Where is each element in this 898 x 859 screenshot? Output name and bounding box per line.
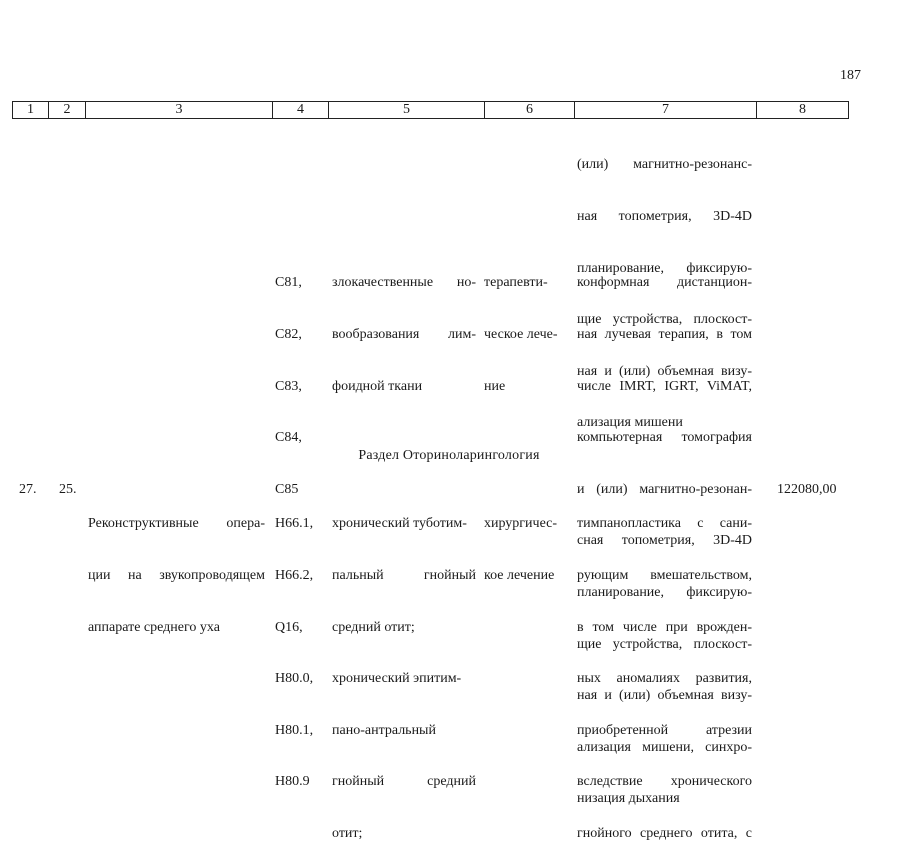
- icd-code: H80.1,: [275, 722, 314, 738]
- text-line: ных аномалиях развития,: [577, 671, 752, 687]
- header-col-4: 4: [273, 102, 329, 119]
- text-line: хирургичес-: [484, 516, 558, 532]
- text-line: терапевти-: [484, 275, 548, 291]
- text-line: числе IMRT, IGRT, ViMAT,: [577, 378, 752, 394]
- row27-icd-codes: [275, 481, 313, 808]
- text-line: приобретенной атрезии: [577, 722, 752, 738]
- lymphoid-diagnosis: [332, 240, 476, 412]
- text-line: хронический туботим-: [332, 516, 467, 532]
- text-line: низация дыхания: [577, 791, 680, 807]
- text-line: пано-антральный: [332, 722, 436, 738]
- text-line: ная и (или) объемная визу-: [577, 363, 752, 379]
- text-line: Реконструктивные опера-: [88, 516, 265, 532]
- text-line: аппарате среднего уха: [88, 619, 220, 635]
- row27-treatment-method: [577, 481, 752, 859]
- text-line: ализация мишени, синхро-: [577, 739, 752, 755]
- header-col-3: 3: [86, 102, 273, 119]
- text-line: ческое лече-: [484, 327, 558, 342]
- text-line: ная лучевая терапия, в том: [577, 327, 752, 342]
- text-line: отит;: [332, 825, 363, 841]
- text-line: компьютерная томография: [577, 430, 752, 446]
- icd-code: H80.9: [275, 774, 310, 790]
- text-line: средний отит;: [332, 619, 415, 635]
- text-line: вследствие хронического: [577, 774, 752, 790]
- row27-cost: 122080,00: [777, 482, 837, 497]
- text-line: ализация мишени: [577, 415, 683, 431]
- text-line: тимпанопластика с сани-: [577, 516, 752, 532]
- text-line: вообразования лим-: [332, 327, 476, 342]
- header-col-8: 8: [757, 102, 849, 119]
- section-title: Раздел Оториноларингология: [358, 448, 540, 463]
- header-col-5: 5: [329, 102, 485, 119]
- text-line: планирование, фиксирую-: [577, 584, 752, 600]
- icd-code: C85: [275, 481, 299, 497]
- page-number: 187: [840, 68, 861, 83]
- icd-code: C81,: [275, 275, 302, 291]
- icd-code: C82,: [275, 327, 302, 342]
- text-line: сная топометрия, 3D-4D: [577, 533, 752, 549]
- header-col-2: 2: [49, 102, 86, 119]
- row27-intervention-name: [88, 481, 265, 653]
- text-line: злокачественные но-: [332, 275, 476, 291]
- text-line: рующим вмешательством,: [577, 568, 752, 583]
- text-line: ная топометрия, 3D-4D: [577, 209, 752, 224]
- icd-code: H66.2,: [275, 568, 314, 583]
- header-col-6: 6: [485, 102, 575, 119]
- icd-code: H66.1,: [275, 516, 314, 532]
- text-line: хронический эпитим-: [332, 671, 462, 687]
- text-line: (или) магнитно-резонанс-: [577, 157, 752, 173]
- column-number-header: [12, 101, 849, 119]
- text-line: ние: [484, 378, 506, 394]
- text-line: ная и (или) объемная визу-: [577, 688, 752, 704]
- icd-code: C84,: [275, 430, 302, 446]
- row27-number: 27.: [19, 482, 37, 497]
- text-line: пальный гнойный: [332, 568, 476, 583]
- row27-diagnosis: [332, 481, 476, 859]
- lymphoid-treatment-type: [484, 240, 558, 412]
- text-line: щие устройства, плоскост-: [577, 312, 752, 328]
- text-line: кое лечение: [484, 568, 555, 583]
- icd-code: H80.0,: [275, 671, 314, 687]
- row27-group-number: 25.: [59, 482, 77, 497]
- header-col-1: 1: [13, 102, 49, 119]
- text-line: ции на звукопроводящем: [88, 568, 265, 583]
- icd-code: Q16,: [275, 619, 303, 635]
- lymphoid-icd-codes: [275, 240, 302, 515]
- text-line: конформная дистанцион-: [577, 275, 752, 291]
- header-col-7: 7: [575, 102, 757, 119]
- text-line: фоидной ткани: [332, 378, 423, 394]
- icd-code: C83,: [275, 378, 302, 394]
- text-line: гнойного среднего отита, с: [577, 825, 752, 841]
- text-line: гнойный средний: [332, 774, 476, 790]
- text-line: в том числе при врожден-: [577, 619, 752, 635]
- text-line: щие устройства, плоскост-: [577, 636, 752, 652]
- text-line: планирование, фиксирую-: [577, 260, 752, 276]
- text-line: и (или) магнитно-резонан-: [577, 481, 752, 497]
- row27-treatment-type: [484, 481, 557, 601]
